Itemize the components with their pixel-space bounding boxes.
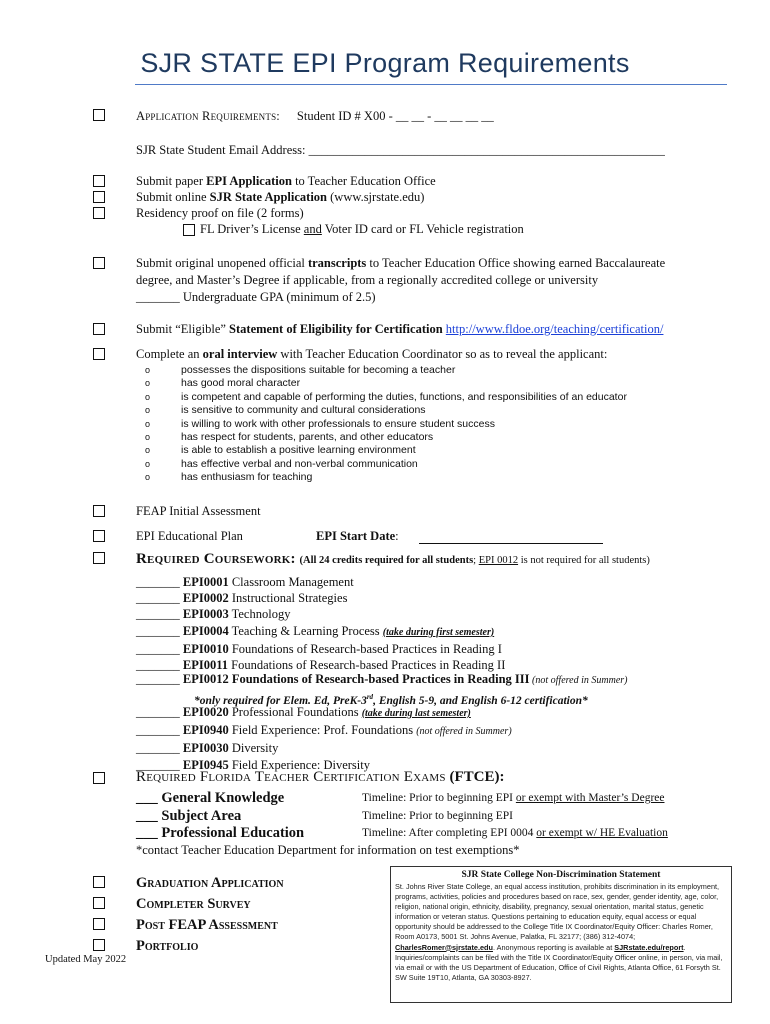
bullet-text: is able to establish a positive learning environment xyxy=(181,444,416,457)
exam-name: ___ Subject Area xyxy=(136,807,242,824)
checkbox-final-item[interactable] xyxy=(93,918,105,930)
timeline-text: Timeline: Prior to beginning EPI xyxy=(362,792,516,804)
course-name: Instructional Strategies xyxy=(228,591,348,606)
bullet-marker: o xyxy=(145,458,151,469)
ftce-heading: Required Florida Teacher Certification Exams (FTCE): xyxy=(136,769,505,785)
non-discrimination-title: SJR State College Non-Discrimination Statement xyxy=(461,870,661,880)
bullet-marker: o xyxy=(145,418,151,429)
interview-criteria-list xyxy=(145,364,627,485)
oral-interview-item: Complete an oral interview with Teacher Education Coordinator so as to reveal the applicant: xyxy=(136,347,608,361)
application-requirements-row: Application Requirements: Student ID # X00 - __ __ - __ __ __ __ xyxy=(136,109,494,123)
bullet-marker: o xyxy=(145,445,151,456)
checkbox-transcripts[interactable] xyxy=(93,257,105,269)
title-rule xyxy=(135,84,727,85)
exam-names xyxy=(136,790,304,843)
course-blank[interactable]: _______ xyxy=(136,757,183,772)
final-item: Graduation Application xyxy=(136,875,284,891)
checkbox-epi-plan[interactable] xyxy=(93,530,105,542)
non-discrimination-box xyxy=(390,866,732,1003)
report-link[interactable]: SJRstate.edu/report xyxy=(614,942,684,952)
course-name: Foundations of Research-based Practices in Reading I xyxy=(228,641,502,656)
list-item xyxy=(145,444,627,457)
bullet-text: possesses the dispositions suitable for becoming a teacher xyxy=(181,364,456,376)
student-id-field[interactable]: Student ID # X00 - __ __ - __ __ __ __ xyxy=(296,109,494,123)
list-item xyxy=(145,364,627,377)
course-code: EPI0030 xyxy=(182,741,229,756)
course-blank[interactable]: _______ xyxy=(136,741,183,756)
course-name: Technology xyxy=(228,607,291,622)
bullet-marker: o xyxy=(145,432,151,443)
checkbox-final-item[interactable] xyxy=(93,876,105,888)
course-row xyxy=(136,704,512,722)
course-code: EPI0020 xyxy=(182,705,229,719)
bullet-marker: o xyxy=(145,391,151,402)
bullet-marker: o xyxy=(145,378,151,389)
checkbox-ftce[interactable] xyxy=(93,772,105,784)
course-code: EPI0001 xyxy=(182,575,229,589)
final-item: Post FEAP Assessment xyxy=(136,917,278,933)
course-code: EPI0003 xyxy=(182,607,229,622)
course-name: Field Experience: Diversity xyxy=(228,757,370,772)
equity-officer-email-link[interactable]: CharlesRomer@sjrstate.edu xyxy=(395,942,493,952)
residency-item: Residency proof on file (2 forms) xyxy=(136,206,304,220)
course-note: (not offered in Summer) xyxy=(416,726,512,738)
course-row xyxy=(136,590,505,606)
list-item xyxy=(145,431,627,444)
course-name: Classroom Management xyxy=(228,575,354,589)
checkbox-residency[interactable] xyxy=(93,207,105,219)
course-blank[interactable]: _______ xyxy=(136,641,183,656)
checkbox-feap-initial[interactable] xyxy=(93,505,105,517)
timeline-text: Timeline: After completing EPI 0004 xyxy=(362,827,537,839)
course-blank[interactable]: _______ xyxy=(136,623,183,638)
course-name: Field Experience: Prof. Foundations xyxy=(228,723,417,738)
course-blank[interactable]: _______ xyxy=(136,607,183,622)
course-code: EPI0011 xyxy=(182,658,229,673)
bullet-marker: o xyxy=(145,472,151,483)
course-blank[interactable]: _______ xyxy=(136,591,183,606)
list-item xyxy=(145,471,627,484)
course-name: Diversity xyxy=(228,741,279,756)
bullet-text: is sensitive to community and cultural considerations xyxy=(181,404,426,417)
course-epi0012: _______ EPI0012 Foundations of Research-based Practices in Reading III (not offered in Summer) *only required for Elem. Ed, PreK-3rd, English 5-9, and English 6-12 certification* xyxy=(136,672,628,708)
list-item xyxy=(145,458,627,471)
checkbox-application-requirements[interactable] xyxy=(93,109,105,121)
exam-timeline xyxy=(362,790,668,808)
page-title: SJR STATE EPI Program Requirements xyxy=(140,48,630,78)
final-item: Completer Survey xyxy=(136,896,251,912)
epi-plan-item: EPI Educational Plan xyxy=(136,529,243,543)
checkbox-eligibility[interactable] xyxy=(93,323,105,335)
email-field[interactable]: SJR State Student Email Address: _________________________________________________________ xyxy=(136,143,665,157)
course-blank[interactable]: _______ xyxy=(136,723,183,738)
required-coursework-heading: Required Coursework: (All 24 credits required for all students; EPI 0012 is not required for all students) xyxy=(136,551,650,567)
course-row xyxy=(136,623,505,641)
fldoe-certification-link[interactable]: http://www.fldoe.org/teaching/certification/ xyxy=(445,322,664,336)
course-list-2 xyxy=(136,704,512,773)
updated-date: Updated May 2022 xyxy=(45,954,127,965)
list-item xyxy=(145,391,627,404)
timeline-text: Timeline: Prior to beginning EPI xyxy=(362,809,513,822)
final-items-list xyxy=(136,873,284,957)
final-item: Portfolio xyxy=(136,938,199,954)
bullet-text: has good moral character xyxy=(181,377,301,390)
course-blank[interactable]: _______ xyxy=(136,658,183,673)
eligibility-item: Submit “Eligible” Statement of Eligibility for Certification http://www.fldoe.org/teaching/certification/ xyxy=(136,322,664,336)
transcripts-line-2: degree, and Master’s Degree if applicable, from a regionally accredited college or university xyxy=(136,273,599,287)
exam-name: ___ Professional Education xyxy=(136,825,305,841)
checkbox-online-application[interactable] xyxy=(93,191,105,203)
list-item xyxy=(145,377,627,390)
course-blank[interactable]: _______ xyxy=(136,705,183,719)
course-blank[interactable]: _______ xyxy=(136,575,183,589)
epi-start-date-label: EPI Start Date xyxy=(316,529,396,543)
exam-timeline xyxy=(362,825,668,843)
transcripts-item: Submit original unopened official transcripts to Teacher Education Office showing earned Baccalaureate xyxy=(136,256,666,270)
checkbox-oral-interview[interactable] xyxy=(93,348,105,360)
checkbox-required-coursework[interactable] xyxy=(93,552,105,564)
application-requirements-label: Application Requirements xyxy=(136,109,277,123)
course-code: EPI0945 xyxy=(182,757,229,772)
course-name: Foundations of Research-based Practices in Reading II xyxy=(228,658,506,673)
timeline-exemption: or exempt with Master’s Degree xyxy=(515,792,665,804)
bullet-text: has respect for students, parents, and other educators xyxy=(181,431,434,444)
course-row xyxy=(136,606,505,622)
bullet-text: is willing to work with other professionals to ensure student success xyxy=(181,417,495,430)
course-note: (take during first semester) xyxy=(382,626,495,638)
online-application-item: Submit online SJR State Application (www.sjrstate.edu) xyxy=(136,190,425,204)
bullet-marker: o xyxy=(145,405,151,416)
epi-start-date-row: EPI Start Date: xyxy=(316,529,399,543)
course-code: EPI0010 xyxy=(182,641,229,656)
checkbox-final-item[interactable] xyxy=(93,939,105,951)
course-row xyxy=(136,722,512,740)
feap-initial-item: FEAP Initial Assessment xyxy=(136,504,261,518)
exam-exemption-note: *contact Teacher Education Department for information on test exemptions* xyxy=(136,843,520,857)
epi-start-date-field[interactable] xyxy=(419,543,603,544)
checkbox-residency-documents[interactable] xyxy=(183,224,195,236)
course-list xyxy=(136,574,505,673)
checkbox-paper-application[interactable] xyxy=(93,175,105,187)
exam-timeline xyxy=(362,808,668,826)
non-discrimination-text: St. Johns River State College, an equal access institution, prohibits discrimination in its employment, programs, activities, policies and procedures based on race, sex, gender, gender identity, age, color, religion, national origin, ethnicity, disability, pregnancy, sexual orientation, marital status, genetic information or veteran status. Questions pertaining to education equity, equal access or equal opportunity should be addressed to the College Title IX Coordinator/Equity Officer: Charles Romer, Room A0173, 5001 St. Johns Avenue, Palatka, FL 32177; (386) 312-4074; CharlesRomer@sjrstate.edu. Anonymous reporting is available at SJRstate.edu/report. Inquiries/complaints can be filed with the Title IX Coordinator/Equity Officer online, in person, via mail, via email or with the US Department of Education, Office of Civil Rights, Atlanta Office, 61 Forsyth St. SW Suite 19T10, Atlanta, GA 30303-8927. xyxy=(395,882,723,982)
course-code: EPI0004 xyxy=(182,623,229,638)
course-name: Teaching & Learning Process xyxy=(228,623,383,638)
bullet-text: has effective verbal and non-verbal communication xyxy=(181,457,418,470)
course-name: Professional Foundations xyxy=(228,705,362,719)
course-row xyxy=(136,574,505,590)
course-code: EPI0002 xyxy=(182,591,229,606)
timeline-exemption: or exempt w/ HE Evaluation xyxy=(536,827,668,839)
bullet-marker: o xyxy=(145,365,151,375)
exam-name: ___ General Knowledge xyxy=(136,790,285,806)
bullet-text: is competent and capable of performing the duties, functions, and responsibilities of an educator xyxy=(181,390,627,403)
list-item xyxy=(145,404,627,417)
exam-timelines xyxy=(362,790,668,843)
bullet-text: has enthusiasm for teaching xyxy=(181,471,313,484)
course-row xyxy=(136,740,512,756)
list-item xyxy=(145,418,627,431)
checkbox-final-item[interactable] xyxy=(93,897,105,909)
gpa-field[interactable]: _______ Undergraduate GPA (minimum of 2.5) xyxy=(136,290,376,304)
course-row xyxy=(136,641,505,657)
paper-application-item: Submit paper EPI Application to Teacher Education Office xyxy=(136,174,436,188)
course-note: (take during last semester) xyxy=(361,708,471,719)
course-code: EPI0940 xyxy=(182,723,229,738)
residency-documents-item: FL Driver’s License and Voter ID card or FL Vehicle registration xyxy=(200,222,524,236)
